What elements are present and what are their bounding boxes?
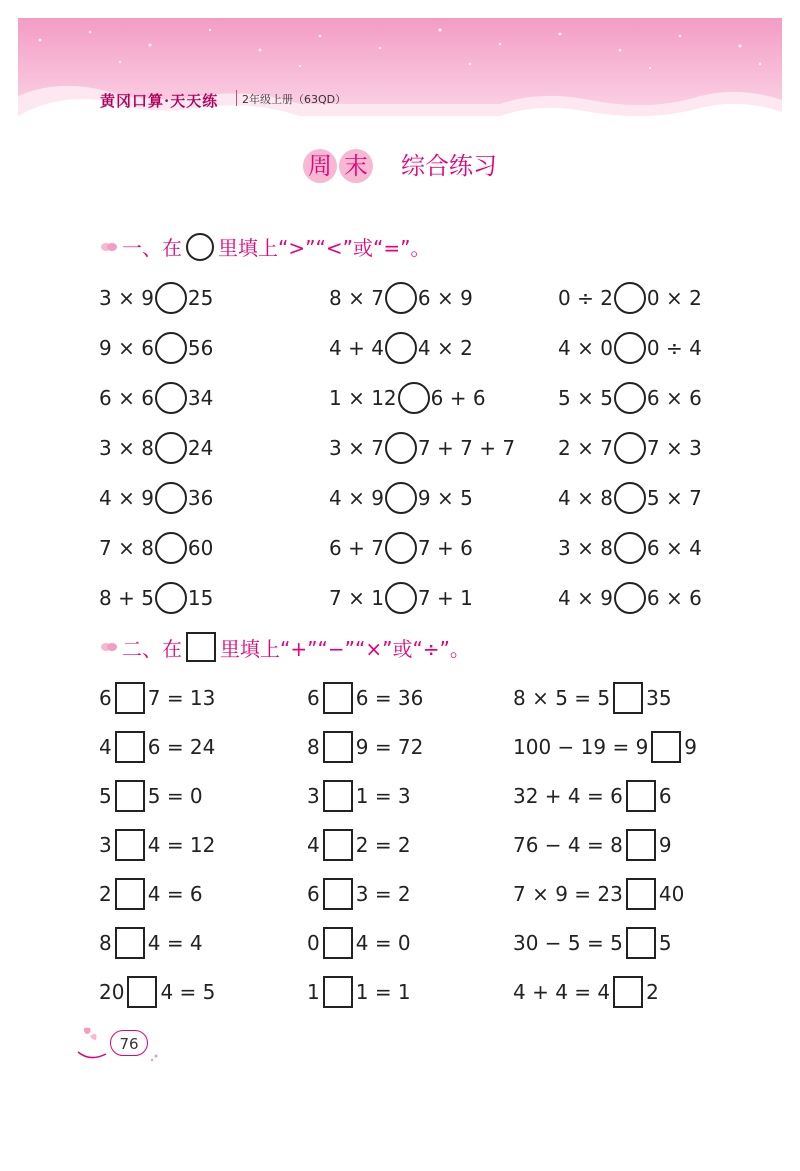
- section-1-label-pre: 一、在: [122, 236, 182, 260]
- expression-right: 34: [187, 386, 214, 410]
- exercise-item: [513, 877, 684, 911]
- exercise-item: [513, 926, 672, 960]
- answer-circle[interactable]: [155, 382, 187, 414]
- expression-right: 0 × 2: [646, 286, 702, 310]
- answer-box[interactable]: [115, 780, 145, 812]
- answer-box[interactable]: [323, 780, 353, 812]
- expression-left: 4 × 9: [558, 586, 613, 610]
- exercise-item: [99, 877, 203, 911]
- expression-right: 6 = 24: [147, 735, 216, 759]
- exercise-item: [99, 730, 215, 764]
- answer-box[interactable]: [613, 976, 643, 1008]
- exercise-item: [558, 581, 702, 615]
- answer-circle[interactable]: [155, 282, 187, 314]
- exercise-item: [329, 531, 473, 565]
- expression-right: 40: [658, 882, 685, 906]
- expression-right: 6 × 6: [646, 586, 702, 610]
- section-2-label-post: 里填上“+”“−”“×”或“÷”。: [220, 636, 470, 661]
- expression-right: 24: [187, 436, 214, 460]
- answer-circle[interactable]: [614, 432, 646, 464]
- expression-left: 4: [307, 833, 320, 857]
- expression-left: 6: [99, 686, 112, 710]
- answer-box[interactable]: [323, 976, 353, 1008]
- expression-left: 5: [99, 784, 112, 808]
- expression-right: 6 × 6: [646, 386, 702, 410]
- expression-left: 6 × 6: [99, 386, 154, 410]
- expression-right: 1 = 3: [355, 784, 411, 808]
- exercise-item: [329, 431, 515, 465]
- expression-left: 0: [307, 931, 320, 955]
- exercise-item: [99, 975, 215, 1009]
- expression-left: 20: [99, 980, 125, 1004]
- expression-right: 9: [684, 735, 698, 759]
- exercise-item: [513, 828, 672, 862]
- expression-left: 7 × 1: [329, 586, 384, 610]
- expression-left: 6: [307, 882, 320, 906]
- expression-left: 76 − 4 = 8: [513, 833, 623, 857]
- expression-right: 35: [646, 686, 672, 710]
- expression-right: 7 = 13: [147, 686, 216, 710]
- expression-left: 6: [307, 686, 320, 710]
- expression-right: 7 + 7 + 7: [417, 436, 516, 460]
- expression-left: 2 × 7: [558, 436, 613, 460]
- answer-circle[interactable]: [385, 532, 417, 564]
- answer-circle[interactable]: [614, 482, 646, 514]
- exercise-item: [329, 481, 473, 515]
- answer-box[interactable]: [115, 682, 145, 714]
- exercise-item: [513, 779, 672, 813]
- exercise-item: [558, 331, 702, 365]
- page-number: 76: [110, 1030, 148, 1056]
- expression-right: 4 = 5: [160, 980, 216, 1004]
- exercise-item: [513, 730, 697, 764]
- expression-left: 4 + 4 = 4: [513, 980, 611, 1004]
- exercise-item: [99, 779, 203, 813]
- header-divider: [236, 90, 237, 106]
- exercise-item: [99, 531, 213, 565]
- expression-right: 9 = 72: [355, 735, 424, 759]
- answer-box[interactable]: [626, 780, 656, 812]
- exercise-item: [329, 381, 486, 415]
- expression-right: 7 × 3: [646, 436, 702, 460]
- expression-left: 4 × 0: [558, 336, 613, 360]
- answer-box[interactable]: [115, 731, 145, 763]
- title-text: 综合练习: [401, 152, 497, 180]
- section-1-heading: [100, 232, 430, 261]
- expression-left: 4 × 9: [329, 486, 384, 510]
- expression-left: 0 ÷ 2: [558, 286, 613, 310]
- expression-left: 8: [99, 931, 112, 955]
- answer-circle[interactable]: [155, 332, 187, 364]
- expression-left: 3 × 8: [99, 436, 154, 460]
- answer-box[interactable]: [323, 682, 353, 714]
- answer-circle[interactable]: [155, 432, 187, 464]
- page-title: [0, 146, 800, 183]
- expression-left: 4 + 4: [329, 336, 384, 360]
- exercise-item: [513, 975, 659, 1009]
- answer-box[interactable]: [613, 682, 643, 714]
- expression-right: 7 + 6: [417, 536, 473, 560]
- exercise-item: [99, 481, 213, 515]
- expression-left: 3: [99, 833, 112, 857]
- expression-left: 4 × 9: [99, 486, 154, 510]
- answer-circle[interactable]: [155, 532, 187, 564]
- exercise-item: [99, 926, 203, 960]
- answer-box[interactable]: [626, 829, 656, 861]
- expression-right: 36: [187, 486, 214, 510]
- answer-circle[interactable]: [614, 282, 646, 314]
- expression-left: 7 × 9 = 23: [513, 882, 623, 906]
- expression-right: 2 = 2: [355, 833, 411, 857]
- exercise-item: [307, 828, 411, 862]
- answer-circle[interactable]: [385, 582, 417, 614]
- exercise-item: [99, 281, 213, 315]
- grade-label: 2年级上册（63QD）: [242, 93, 347, 106]
- expression-left: 4 × 8: [558, 486, 613, 510]
- answer-circle[interactable]: [385, 282, 417, 314]
- exercise-item: [99, 581, 213, 615]
- expression-right: 9: [658, 833, 672, 857]
- expression-right: 5: [658, 931, 672, 955]
- answer-circle[interactable]: [614, 582, 646, 614]
- exercise-item: [558, 531, 702, 565]
- expression-left: 3 × 9: [99, 286, 154, 310]
- expression-left: 1 × 12: [329, 386, 397, 410]
- expression-right: 0 ÷ 4: [646, 336, 702, 360]
- box-icon: [186, 632, 216, 662]
- exercise-item: [307, 730, 423, 764]
- exercise-item: [99, 331, 213, 365]
- answer-circle[interactable]: [385, 432, 417, 464]
- expression-left: 6 + 7: [329, 536, 384, 560]
- expression-right: 60: [187, 536, 214, 560]
- expression-right: 4 × 2: [417, 336, 473, 360]
- exercise-item: [513, 681, 672, 715]
- expression-left: 9 × 6: [99, 336, 154, 360]
- answer-box[interactable]: [323, 927, 353, 959]
- section-1-label-post: 里填上“>”“<”或“=”。: [218, 236, 431, 260]
- brand-title: 黄冈口算·天天练: [100, 92, 219, 110]
- flower-icon: [100, 641, 118, 653]
- expression-right: 4 = 0: [355, 931, 411, 955]
- answer-circle[interactable]: [385, 332, 417, 364]
- expression-right: 6: [658, 784, 672, 808]
- answer-box[interactable]: [323, 731, 353, 763]
- expression-left: 3 × 7: [329, 436, 384, 460]
- exercise-item: [329, 581, 473, 615]
- expression-right: 4 = 6: [147, 882, 203, 906]
- expression-left: 8: [307, 735, 320, 759]
- expression-right: 5 × 7: [646, 486, 702, 510]
- answer-box[interactable]: [323, 878, 353, 910]
- expression-left: 8 × 5 = 5: [513, 686, 611, 710]
- expression-right: 6 + 6: [430, 386, 486, 410]
- expression-left: 100 − 19 = 9: [513, 735, 649, 759]
- answer-circle[interactable]: [614, 382, 646, 414]
- expression-left: 30 − 5 = 5: [513, 931, 623, 955]
- exercise-item: [329, 281, 473, 315]
- expression-left: 5 × 5: [558, 386, 613, 410]
- exercise-item: [307, 779, 411, 813]
- expression-right: 4 = 12: [147, 833, 216, 857]
- answer-circle[interactable]: [155, 582, 187, 614]
- exercise-item: [558, 381, 702, 415]
- expression-right: 2: [646, 980, 659, 1004]
- exercise-item: [99, 681, 215, 715]
- section-2-heading: [100, 632, 470, 662]
- expression-left: 1: [307, 980, 320, 1004]
- exercise-item: [558, 481, 702, 515]
- answer-box[interactable]: [115, 927, 145, 959]
- exercise-item: [307, 926, 411, 960]
- expression-left: 3 × 8: [558, 536, 613, 560]
- circle-icon: [186, 233, 214, 261]
- expression-left: 32 + 4 = 6: [513, 784, 623, 808]
- title-char-1: 周: [303, 149, 337, 183]
- exercise-item: [99, 431, 213, 465]
- expression-right: 6 = 36: [355, 686, 424, 710]
- expression-right: 1 = 1: [355, 980, 411, 1004]
- expression-right: 6 × 4: [646, 536, 702, 560]
- answer-box[interactable]: [115, 878, 145, 910]
- expression-left: 7 × 8: [99, 536, 154, 560]
- exercise-item: [307, 975, 411, 1009]
- expression-right: 4 = 4: [147, 931, 203, 955]
- section-2-label-pre: 二、在: [122, 636, 182, 661]
- answer-circle[interactable]: [155, 482, 187, 514]
- expression-left: 4: [99, 735, 112, 759]
- exercise-item: [307, 681, 423, 715]
- header-banner: [0, 0, 800, 140]
- expression-right: 5 = 0: [147, 784, 203, 808]
- answer-box[interactable]: [127, 976, 157, 1008]
- expression-left: 2: [99, 882, 112, 906]
- expression-right: 9 × 5: [417, 486, 473, 510]
- title-char-2: 末: [339, 149, 373, 183]
- exercise-item: [99, 381, 213, 415]
- exercise-item: [329, 331, 473, 365]
- expression-right: 56: [187, 336, 214, 360]
- exercise-item: [558, 431, 702, 465]
- answer-circle[interactable]: [614, 532, 646, 564]
- answer-box[interactable]: [651, 731, 681, 763]
- answer-circle[interactable]: [398, 382, 430, 414]
- answer-box[interactable]: [323, 829, 353, 861]
- answer-box[interactable]: [626, 927, 656, 959]
- exercise-item: [99, 828, 215, 862]
- expression-left: 8 + 5: [99, 586, 154, 610]
- exercise-item: [558, 281, 702, 315]
- expression-right: 7 + 1: [417, 586, 473, 610]
- answer-box[interactable]: [115, 829, 145, 861]
- answer-box[interactable]: [626, 878, 656, 910]
- expression-left: 8 × 7: [329, 286, 384, 310]
- expression-right: 15: [187, 586, 214, 610]
- expression-right: 25: [187, 286, 214, 310]
- answer-circle[interactable]: [614, 332, 646, 364]
- expression-left: 3: [307, 784, 320, 808]
- expression-right: 6 × 9: [417, 286, 473, 310]
- expression-right: 3 = 2: [355, 882, 411, 906]
- flower-icon: [100, 241, 118, 253]
- answer-circle[interactable]: [385, 482, 417, 514]
- exercise-item: [307, 877, 411, 911]
